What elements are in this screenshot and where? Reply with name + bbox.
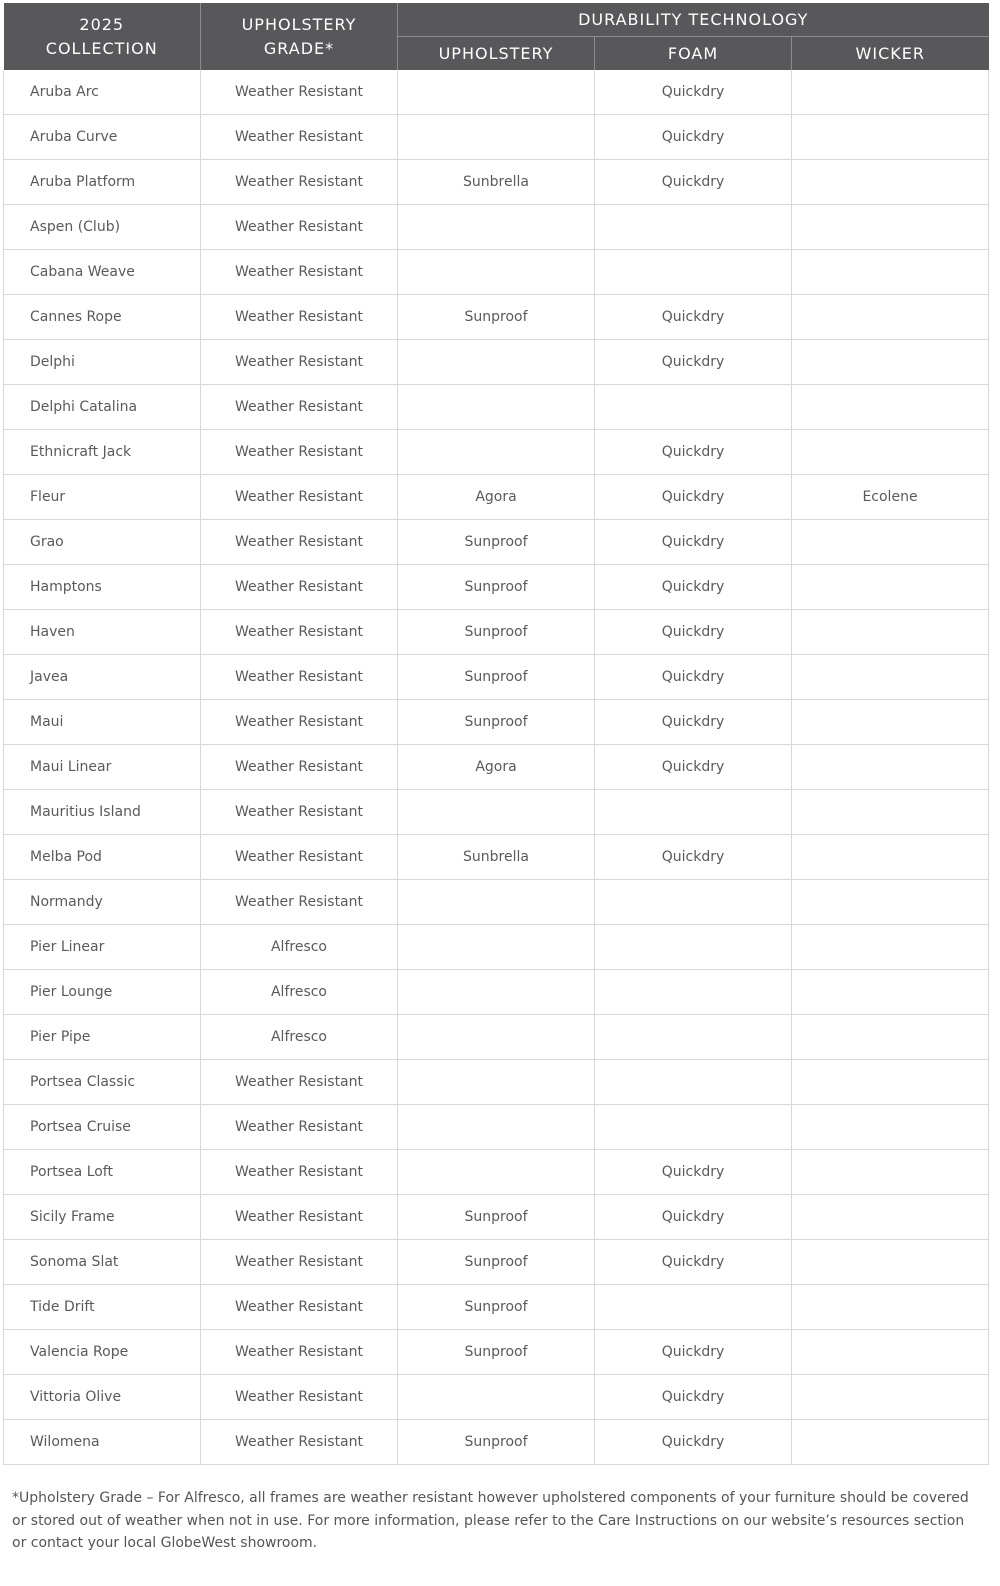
cell-upholstery-tech: Sunproof: [398, 295, 595, 340]
cell-collection: Cannes Rope: [4, 295, 201, 340]
cell-upholstery-grade: Weather Resistant: [201, 565, 398, 610]
cell-upholstery-tech: [398, 925, 595, 970]
cell-wicker-tech: [792, 115, 989, 160]
cell-collection: Portsea Classic: [4, 1060, 201, 1105]
cell-wicker-tech: [792, 160, 989, 205]
cell-upholstery-grade: Weather Resistant: [201, 1420, 398, 1465]
cell-wicker-tech: [792, 1240, 989, 1285]
cell-foam-tech: Quickdry: [595, 160, 792, 205]
cell-upholstery-tech: Sunproof: [398, 1330, 595, 1375]
cell-wicker-tech: [792, 1060, 989, 1105]
table-body: [4, 70, 989, 1465]
header-sub-wicker: WICKER: [792, 37, 989, 71]
cell-upholstery-grade: Weather Resistant: [201, 250, 398, 295]
cell-upholstery-tech: Sunproof: [398, 655, 595, 700]
cell-upholstery-grade: Weather Resistant: [201, 1195, 398, 1240]
cell-upholstery-tech: [398, 1060, 595, 1105]
cell-foam-tech: Quickdry: [595, 430, 792, 475]
cell-upholstery-tech: [398, 205, 595, 250]
table-row: [4, 565, 989, 610]
cell-foam-tech: Quickdry: [595, 475, 792, 520]
table-row: [4, 340, 989, 385]
table-row: [4, 1105, 989, 1150]
cell-foam-tech: [595, 250, 792, 295]
cell-wicker-tech: [792, 655, 989, 700]
cell-upholstery-grade: Weather Resistant: [201, 790, 398, 835]
cell-foam-tech: Quickdry: [595, 565, 792, 610]
header-collection-line1: 2025: [79, 14, 125, 34]
cell-wicker-tech: [792, 835, 989, 880]
cell-upholstery-grade: Weather Resistant: [201, 520, 398, 565]
table-row: [4, 70, 989, 115]
cell-collection: Valencia Rope: [4, 1330, 201, 1375]
cell-collection: Pier Lounge: [4, 970, 201, 1015]
table-row: [4, 925, 989, 970]
cell-collection: Aruba Curve: [4, 115, 201, 160]
cell-wicker-tech: [792, 880, 989, 925]
table-row: [4, 250, 989, 295]
cell-upholstery-grade: Weather Resistant: [201, 835, 398, 880]
cell-wicker-tech: [792, 1420, 989, 1465]
header-collection: [4, 3, 201, 70]
cell-foam-tech: [595, 970, 792, 1015]
cell-wicker-tech: [792, 1330, 989, 1375]
table-header: [4, 3, 989, 70]
cell-collection: Wilomena: [4, 1420, 201, 1465]
cell-foam-tech: [595, 1105, 792, 1150]
cell-upholstery-tech: [398, 430, 595, 475]
cell-upholstery-tech: [398, 970, 595, 1015]
cell-foam-tech: Quickdry: [595, 340, 792, 385]
cell-upholstery-grade: Weather Resistant: [201, 880, 398, 925]
cell-wicker-tech: [792, 790, 989, 835]
cell-upholstery-grade: Alfresco: [201, 925, 398, 970]
cell-foam-tech: Quickdry: [595, 115, 792, 160]
cell-collection: Pier Linear: [4, 925, 201, 970]
cell-upholstery-grade: Weather Resistant: [201, 70, 398, 115]
cell-wicker-tech: [792, 205, 989, 250]
cell-collection: Delphi: [4, 340, 201, 385]
cell-collection: Haven: [4, 610, 201, 655]
table-row: [4, 1330, 989, 1375]
cell-upholstery-tech: Agora: [398, 745, 595, 790]
header-grade-line1: UPHOLSTERY: [241, 14, 357, 34]
cell-upholstery-grade: Weather Resistant: [201, 115, 398, 160]
cell-upholstery-grade: Weather Resistant: [201, 205, 398, 250]
cell-collection: Javea: [4, 655, 201, 700]
table-row: [4, 1195, 989, 1240]
header-collection-line2: COLLECTION: [45, 38, 158, 58]
table-row: [4, 655, 989, 700]
table-row: [4, 520, 989, 565]
table-row: [4, 1420, 989, 1465]
cell-upholstery-tech: [398, 70, 595, 115]
table-row: [4, 1060, 989, 1105]
durability-table: [3, 3, 989, 1465]
cell-wicker-tech: [792, 70, 989, 115]
cell-upholstery-grade: Weather Resistant: [201, 610, 398, 655]
cell-foam-tech: [595, 790, 792, 835]
cell-collection: Grao: [4, 520, 201, 565]
header-durability-technology: DURABILITY TECHNOLOGY: [398, 3, 989, 37]
cell-upholstery-tech: Sunproof: [398, 565, 595, 610]
cell-wicker-tech: [792, 1285, 989, 1330]
cell-upholstery-grade: Weather Resistant: [201, 1330, 398, 1375]
cell-upholstery-tech: Sunproof: [398, 520, 595, 565]
table-row: [4, 745, 989, 790]
cell-foam-tech: Quickdry: [595, 745, 792, 790]
cell-collection: Aruba Platform: [4, 160, 201, 205]
cell-upholstery-grade: Weather Resistant: [201, 160, 398, 205]
table-row: [4, 430, 989, 475]
cell-collection: Aspen (Club): [4, 205, 201, 250]
cell-upholstery-grade: Weather Resistant: [201, 700, 398, 745]
cell-upholstery-grade: Weather Resistant: [201, 1150, 398, 1195]
cell-wicker-tech: [792, 295, 989, 340]
cell-upholstery-tech: [398, 1015, 595, 1060]
cell-upholstery-tech: [398, 385, 595, 430]
cell-wicker-tech: [792, 970, 989, 1015]
cell-foam-tech: [595, 880, 792, 925]
cell-wicker-tech: [792, 385, 989, 430]
cell-foam-tech: [595, 925, 792, 970]
cell-upholstery-tech: [398, 115, 595, 160]
table-row: [4, 1375, 989, 1420]
cell-upholstery-tech: [398, 1105, 595, 1150]
cell-collection: Portsea Loft: [4, 1150, 201, 1195]
cell-upholstery-tech: Sunproof: [398, 1240, 595, 1285]
cell-collection: Cabana Weave: [4, 250, 201, 295]
cell-upholstery-tech: Sunproof: [398, 610, 595, 655]
cell-wicker-tech: [792, 700, 989, 745]
cell-foam-tech: [595, 1015, 792, 1060]
table-row: [4, 970, 989, 1015]
cell-collection: Normandy: [4, 880, 201, 925]
cell-collection: Hamptons: [4, 565, 201, 610]
cell-collection: Portsea Cruise: [4, 1105, 201, 1150]
table-row: [4, 205, 989, 250]
cell-foam-tech: [595, 1285, 792, 1330]
cell-foam-tech: Quickdry: [595, 520, 792, 565]
cell-upholstery-grade: Weather Resistant: [201, 1060, 398, 1105]
cell-wicker-tech: [792, 925, 989, 970]
cell-collection: Sicily Frame: [4, 1195, 201, 1240]
cell-wicker-tech: [792, 1015, 989, 1060]
cell-wicker-tech: [792, 1375, 989, 1420]
cell-upholstery-grade: Weather Resistant: [201, 430, 398, 475]
cell-upholstery-tech: [398, 340, 595, 385]
cell-upholstery-tech: Sunbrella: [398, 835, 595, 880]
cell-foam-tech: Quickdry: [595, 1195, 792, 1240]
cell-upholstery-grade: Weather Resistant: [201, 295, 398, 340]
cell-upholstery-tech: Sunproof: [398, 1195, 595, 1240]
cell-upholstery-tech: [398, 1375, 595, 1420]
table-row: [4, 1150, 989, 1195]
cell-upholstery-tech: Sunproof: [398, 1420, 595, 1465]
cell-collection: Maui Linear: [4, 745, 201, 790]
cell-upholstery-tech: [398, 250, 595, 295]
cell-collection: Aruba Arc: [4, 70, 201, 115]
table-row: [4, 1015, 989, 1060]
cell-wicker-tech: [792, 340, 989, 385]
header-grade-line2: GRADE*: [263, 38, 335, 58]
cell-upholstery-grade: Weather Resistant: [201, 745, 398, 790]
cell-upholstery-tech: [398, 1150, 595, 1195]
cell-wicker-tech: [792, 520, 989, 565]
cell-foam-tech: Quickdry: [595, 655, 792, 700]
cell-foam-tech: Quickdry: [595, 1330, 792, 1375]
cell-wicker-tech: [792, 745, 989, 790]
cell-upholstery-grade: Weather Resistant: [201, 475, 398, 520]
cell-upholstery-tech: [398, 790, 595, 835]
cell-upholstery-tech: Agora: [398, 475, 595, 520]
table-row: [4, 880, 989, 925]
cell-collection: Sonoma Slat: [4, 1240, 201, 1285]
cell-collection: Mauritius Island: [4, 790, 201, 835]
cell-collection: Melba Pod: [4, 835, 201, 880]
cell-upholstery-grade: Alfresco: [201, 1015, 398, 1060]
cell-upholstery-tech: Sunbrella: [398, 160, 595, 205]
cell-foam-tech: Quickdry: [595, 835, 792, 880]
cell-wicker-tech: [792, 430, 989, 475]
header-sub-foam: FOAM: [595, 37, 792, 71]
cell-collection: Fleur: [4, 475, 201, 520]
cell-foam-tech: Quickdry: [595, 1420, 792, 1465]
table-row: [4, 790, 989, 835]
cell-upholstery-tech: Sunproof: [398, 700, 595, 745]
upholstery-grade-footnote: *Upholstery Grade – For Alfresco, all frames are weather resistant however upholstered components of your furniture should be covered or stored out of weather when not in use. For more information, please refer to the Care Instructions on our website’s resources section or contact your local GlobeWest showroom.: [12, 1490, 969, 1551]
cell-foam-tech: Quickdry: [595, 610, 792, 655]
table-row: [4, 700, 989, 745]
cell-foam-tech: Quickdry: [595, 295, 792, 340]
cell-collection: Ethnicraft Jack: [4, 430, 201, 475]
cell-foam-tech: Quickdry: [595, 1240, 792, 1285]
cell-upholstery-tech: Sunproof: [398, 1285, 595, 1330]
cell-foam-tech: [595, 1060, 792, 1105]
cell-wicker-tech: [792, 610, 989, 655]
cell-wicker-tech: [792, 250, 989, 295]
table-row: [4, 385, 989, 430]
cell-foam-tech: [595, 205, 792, 250]
cell-collection: Delphi Catalina: [4, 385, 201, 430]
cell-collection: Vittoria Olive: [4, 1375, 201, 1420]
header-sub-upholstery: UPHOLSTERY: [398, 37, 595, 71]
cell-upholstery-grade: Weather Resistant: [201, 655, 398, 700]
cell-upholstery-grade: Weather Resistant: [201, 340, 398, 385]
cell-collection: Pier Pipe: [4, 1015, 201, 1060]
cell-upholstery-grade: Weather Resistant: [201, 385, 398, 430]
cell-foam-tech: Quickdry: [595, 70, 792, 115]
cell-upholstery-grade: Weather Resistant: [201, 1375, 398, 1420]
cell-wicker-tech: Ecolene: [792, 475, 989, 520]
table-row: [4, 475, 989, 520]
cell-foam-tech: [595, 385, 792, 430]
cell-upholstery-grade: Weather Resistant: [201, 1105, 398, 1150]
cell-wicker-tech: [792, 1150, 989, 1195]
cell-wicker-tech: [792, 1105, 989, 1150]
cell-upholstery-tech: [398, 880, 595, 925]
table-row: [4, 160, 989, 205]
table-row: [4, 115, 989, 160]
cell-collection: Maui: [4, 700, 201, 745]
cell-upholstery-grade: Weather Resistant: [201, 1240, 398, 1285]
header-upholstery-grade: [201, 3, 398, 70]
cell-upholstery-grade: Weather Resistant: [201, 1285, 398, 1330]
table-row: [4, 295, 989, 340]
cell-wicker-tech: [792, 1195, 989, 1240]
durability-table-sheet: [3, 3, 988, 1465]
cell-foam-tech: Quickdry: [595, 1375, 792, 1420]
table-row: [4, 1240, 989, 1285]
cell-foam-tech: Quickdry: [595, 700, 792, 745]
cell-foam-tech: Quickdry: [595, 1150, 792, 1195]
table-row: [4, 835, 989, 880]
table-row: [4, 610, 989, 655]
cell-wicker-tech: [792, 565, 989, 610]
cell-upholstery-grade: Alfresco: [201, 970, 398, 1015]
cell-collection: Tide Drift: [4, 1285, 201, 1330]
table-row: [4, 1285, 989, 1330]
